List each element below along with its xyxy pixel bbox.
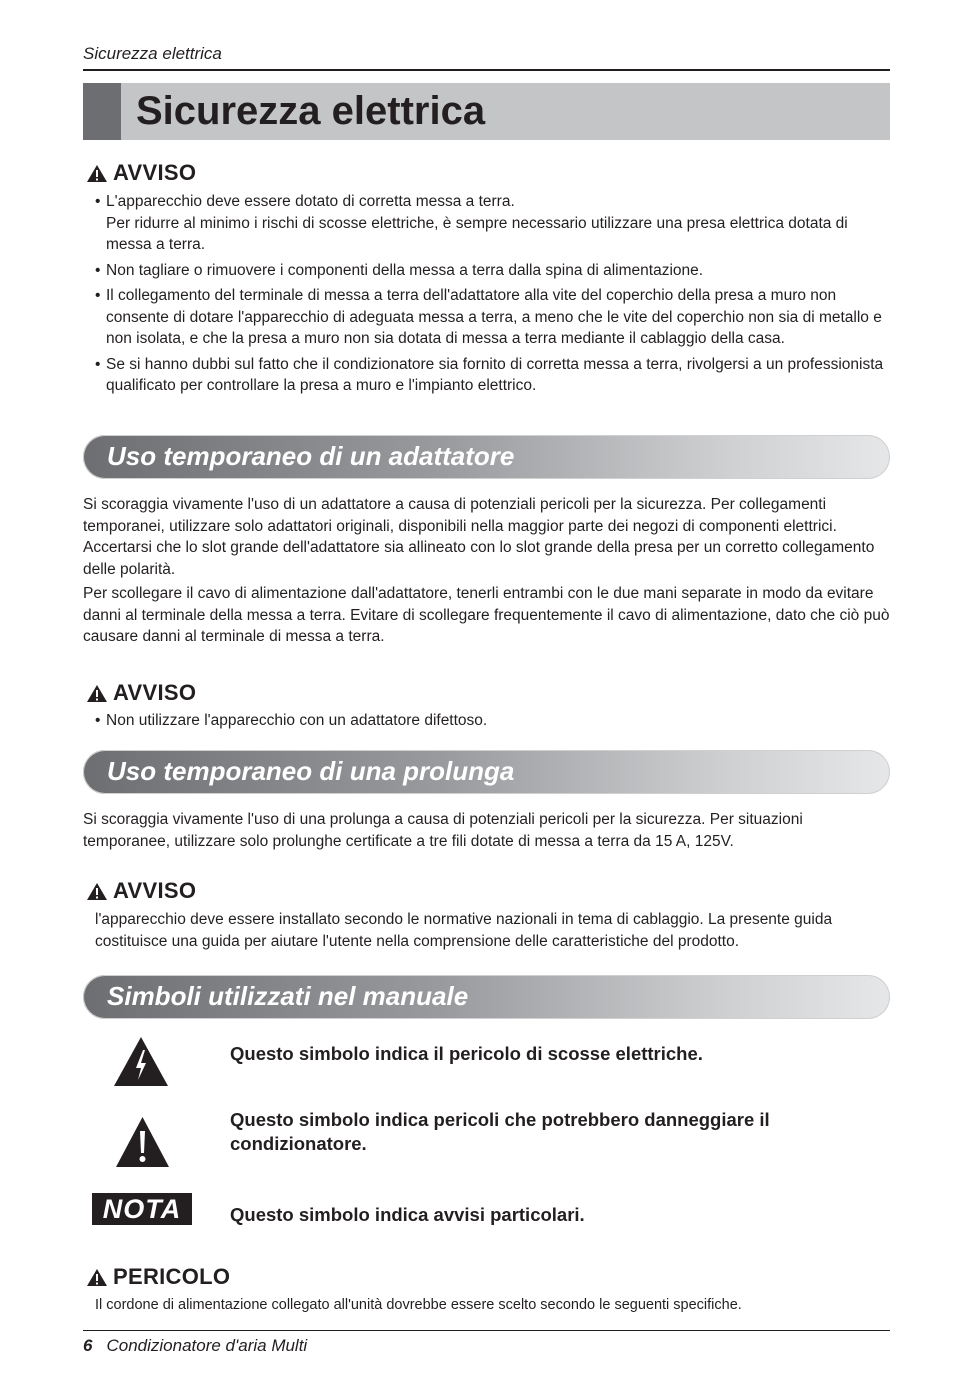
list-item: • Non tagliare o rimuovere i componenti della messa a terra dalla spina di alimentazione. [95,261,704,279]
list-item-text: L'apparecchio deve essere dotato di corretta messa a terra. [106,193,515,210]
warning-triangle-icon [86,684,108,703]
list-item: • Non utilizzare l'apparecchio con un adattatore difettoso. [95,712,488,729]
symbol-damage-text: Questo simbolo indica pericoli che potrebbero danneggiare il condizionatore. [230,1109,770,1154]
extension-warning-text: l'apparecchio deve essere installato secondo le normative nazionali in tema di cablaggio. La presente guida costituisce una guida per aiutare l'utente nella comprensione delle caratteristiche del prodotto. [95,911,833,950]
header-rule [83,69,890,71]
warning-triangle-icon [86,1268,108,1287]
list-item-text: Se si hanno dubbi sul fatto che il condizionatore sia fornito di corretta messa a terra, rivolgersi a un professionista qualificato per controllare la presa a muro e l'impianto elettrico. [106,355,884,394]
symbol-electric-text: Questo simbolo indica il pericolo di scosse elettriche. [230,1043,703,1064]
warning-list-2 [95,710,890,736]
list-item: • Se si hanno dubbi sul fatto che il condizionatore sia fornito di corretta messa a terra, rivolgersi a un professionista qualificato per controllare la presa a muro e l'impianto elettrico. [95,355,884,394]
warning-triangle-icon [86,882,108,901]
warning-heading-2 [86,680,196,706]
list-item-text: Per ridurre al minimo i rischi di scosse elettriche, è sempre necessario utilizzare una presa elettrica dotata di messa a terra. [106,214,848,253]
danger-label: PERICOLO [113,1264,231,1289]
footer-title: Condizionatore d'aria Multi [106,1336,308,1355]
list-item: • L'apparecchio deve essere dotato di corretta messa a terra. Per ridurre al minimo i rischi di scosse elettriche, è sempre necessario utilizzare una presa elettrica dotata di messa a terra. [95,193,848,253]
danger-text: Il cordone di alimentazione collegato all'unità dovrebbe essere scelto secondo le seguenti specifiche. [95,1297,742,1313]
section-heading-text: Uso temporaneo di un adattatore [107,441,515,471]
list-item: • Il collegamento del terminale di messa a terra dell'adattatore alla vite del coperchio della presa a muro non consente di dotare l'apparecchio di adeguata messa a terra, a meno che le vite del coperchio non sia di metallo e non isolata, e che la presa a muro non sia dotata di messa a terra mediante il cablaggio della casa. [95,287,882,347]
list-item-text: Non utilizzare l'apparecchio con un adattatore difettoso. [106,712,488,729]
page-number: 6 [83,1336,93,1355]
section-heading-adapter [83,435,890,479]
warning-triangle-icon [86,164,108,183]
section-heading-extension [83,750,890,794]
section-heading-symbols [83,975,890,1019]
warning-label: AVVISO [113,680,197,705]
section-heading-text: Uso temporaneo di una prolunga [107,756,515,786]
warning-heading-1 [86,160,196,186]
list-item-text: Il collegamento del terminale di messa a terra dell'adattatore alla vite del coperchio della presa a muro non consente di dotare l'apparecchio di adeguata messa a terra, a meno che le vite del coperchio non sia di metallo e non isolata, e che la presa a muro non sia dotata di messa a terra mediante il cablaggio della casa. [106,287,882,347]
footer-rule [83,1330,890,1331]
adapter-paragraph-1: Si scoraggia vivamente l'uso di un adattatore a causa di potenziali pericoli per la sicurezza. Per collegamenti temporanei, utilizzare solo adattatori originali, disponibili nella maggior parte dei negozi di componenti elettrici. Accertarsi che lo slot grande dell'adattatore sia allineato con lo slot grande della presa per un corretto collegamento delle polarità. [83,496,875,578]
page-title-bar [83,83,890,140]
page-title: Sicurezza elettrica [136,89,486,133]
list-item-text: Non tagliare o rimuovere i componenti della messa a terra dalla spina di alimentazione. [106,261,704,279]
section-heading-text: Simboli utilizzati nel manuale [107,981,469,1011]
electric-shock-icon [112,1035,170,1088]
warning-label: AVVISO [113,878,197,903]
adapter-paragraph-2: Per scollegare il cavo di alimentazione dall'adattatore, tenerli entrambi con le due mani separate in modo da evitare danni al terminale della messa a terra. Evitare di scollegare frequentemente il cavo di alimentazione, dato che ciò può causare danni al terminale di messa a terra. [83,585,890,645]
warning-label: AVVISO [113,160,197,185]
nota-badge: NOTA [92,1193,192,1225]
danger-heading [86,1264,230,1290]
title-accent-block [83,83,121,140]
warning-heading-3 [86,878,196,904]
caution-icon [114,1115,171,1169]
warning-list-1 [95,191,890,401]
extension-paragraph: Si scoraggia vivamente l'uso di una prolunga a causa di potenziali pericoli per la sicurezza. Per situazioni temporanee, utilizzare solo prolunghe certificate a tre fili dotate di messa a terra da 15 A, 125V. [83,811,803,850]
running-header: Sicurezza elettrica [83,44,222,63]
symbol-nota-text: Questo simbolo indica avvisi particolari. [230,1204,585,1225]
page-footer [83,1336,307,1356]
